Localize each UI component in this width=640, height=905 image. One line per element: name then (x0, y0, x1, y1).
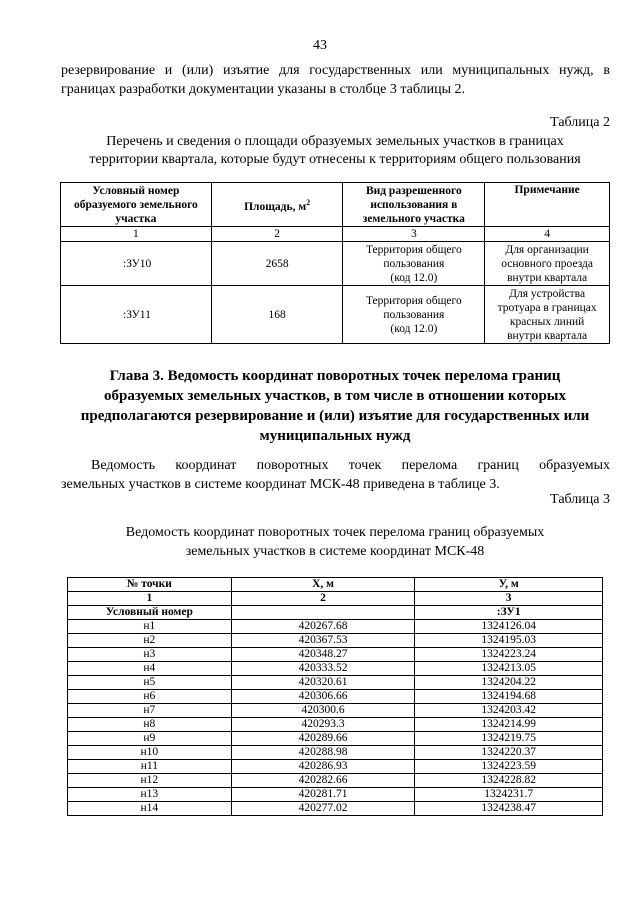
table3-body (68, 620, 603, 816)
body-paragraph (61, 456, 610, 494)
note-line: Для организации (505, 243, 589, 256)
note-line: внутри квартала (507, 329, 588, 342)
y-cell: 1324228.82 (415, 774, 603, 788)
x-cell: 420286.93 (231, 760, 415, 774)
use-cell (343, 286, 485, 344)
area-cell: 168 (211, 286, 343, 344)
table3-colnum-row (68, 592, 603, 606)
point-cell: н11 (68, 760, 232, 774)
table3-header-row (68, 578, 603, 592)
table-row (68, 690, 603, 704)
table-row (68, 704, 603, 718)
table2-caption (60, 133, 610, 169)
use-line: пользования (383, 308, 445, 321)
table2-colnum-row (61, 227, 610, 242)
plot-id-cell: :ЗУ11 (61, 286, 212, 344)
table-row (68, 634, 603, 648)
plot-label-cell: Условный номер (68, 606, 232, 620)
body-line-2: земельных участков в системе координат МСК-48 приведена в таблице 3. (61, 477, 500, 492)
chapter-line-2: образуемых земельных участков, в том числе в отношении которых (103, 388, 567, 404)
point-cell: н8 (68, 718, 232, 732)
x-cell: 420267.68 (231, 620, 415, 634)
y-cell: 1324223.24 (415, 648, 603, 662)
x-cell: 420300.6 (231, 704, 415, 718)
point-cell: н10 (68, 746, 232, 760)
point-cell: н3 (68, 648, 232, 662)
x-cell: 420348.27 (231, 648, 415, 662)
x-cell: 420320.61 (231, 676, 415, 690)
table-row (68, 774, 603, 788)
x-cell: 420281.71 (231, 788, 415, 802)
table3 (67, 577, 603, 816)
note-line: внутри квартала (507, 271, 588, 284)
y-cell: 1324203.42 (415, 704, 603, 718)
point-cell: н5 (68, 676, 232, 690)
page-number: 43 (313, 38, 327, 53)
chapter-line-4: муниципальных нужд (259, 428, 411, 444)
x-cell: 420293.3 (231, 718, 415, 732)
table-row (68, 788, 603, 802)
use-line: (код 12.0) (390, 322, 438, 335)
note-line: Для устройства (509, 287, 586, 300)
use-line: (код 12.0) (390, 271, 438, 284)
intro-line-1: резервирование и (или) изъятие для государственных или муниципальных нужд, в (61, 63, 610, 78)
body-line-1: Ведомость координат поворотных точек перелома границ образуемых (91, 458, 610, 473)
table3-colnum: 2 (231, 592, 415, 606)
table-row (68, 718, 603, 732)
y-cell: 1324238.47 (415, 802, 603, 816)
note-line: красных линий (509, 315, 585, 328)
y-cell: 1324223.59 (415, 760, 603, 774)
use-cell (343, 242, 485, 286)
table2 (60, 182, 610, 344)
table3-colnum: 3 (415, 592, 603, 606)
table2-header-row (61, 183, 610, 227)
note-cell (485, 286, 610, 344)
table2-colnum: 4 (485, 227, 610, 242)
x-cell: 420288.98 (231, 746, 415, 760)
point-cell: н9 (68, 732, 232, 746)
x-cell: 420333.52 (231, 662, 415, 676)
point-cell: н12 (68, 774, 232, 788)
chapter-line-3: предполагаются резервирование и (или) изъятие для государственных или (80, 408, 590, 424)
table-row (68, 802, 603, 816)
table2-colnum: 1 (61, 227, 212, 242)
x-cell: 420277.02 (231, 802, 415, 816)
area-cell: 2658 (211, 242, 343, 286)
table2-header-note: Примечание (485, 183, 610, 227)
table-row (61, 242, 610, 286)
table2-header-area: Площадь, $м^2$ (211, 183, 343, 227)
table3-colnum: 1 (68, 592, 232, 606)
table3-header-x: X, м (231, 578, 415, 592)
point-cell: н1 (68, 620, 232, 634)
table3-header-y: У, м (415, 578, 603, 592)
table2-colnum: 3 (343, 227, 485, 242)
y-cell: 1324231.7 (415, 788, 603, 802)
area-superscript: 2 (306, 197, 311, 207)
table2-caption-line-2: территории квартала, которые будут отнесены к территориям общего пользования (89, 152, 581, 167)
point-cell: н6 (68, 690, 232, 704)
table2-header-use: Вид разрешенного использования в земельного участка (343, 183, 485, 227)
table-row (68, 760, 603, 774)
point-cell: н4 (68, 662, 232, 676)
y-cell: 1324214.99 (415, 718, 603, 732)
point-cell: н2 (68, 634, 232, 648)
y-cell: 1324213.05 (415, 662, 603, 676)
y-cell: 1324219.75 (415, 732, 603, 746)
chapter-line-1: Глава 3. Ведомость координат поворотных точек перелома границ (109, 368, 561, 384)
y-cell: 1324194.68 (415, 690, 603, 704)
table3-caption (60, 523, 610, 561)
table3-label: Таблица 3 (550, 492, 610, 507)
point-cell: н14 (68, 802, 232, 816)
x-cell: 420289.66 (231, 732, 415, 746)
point-cell: н7 (68, 704, 232, 718)
table3-plot-row (68, 606, 603, 620)
intro-line-2: границах разработки документации указаны в столбце 3 таблицы 2. (61, 82, 466, 97)
table-row (68, 620, 603, 634)
table2-header-id: Условный номер образуемого земельного участка (61, 183, 212, 227)
x-cell: 420306.66 (231, 690, 415, 704)
use-line: Территория общего (365, 294, 462, 307)
use-line: Территория общего (365, 243, 462, 256)
y-cell: 1324204.22 (415, 676, 603, 690)
table-row (68, 662, 603, 676)
plot-id-cell: :ЗУ1 (415, 606, 603, 620)
x-cell: 420367.53 (231, 634, 415, 648)
use-line: пользования (383, 257, 445, 270)
y-cell: 1324195.03 (415, 634, 603, 648)
table2-label: Таблица 2 (550, 115, 610, 130)
table3-caption-line-2: земельных участков в системе координат МСК-48 (185, 544, 485, 559)
intro-paragraph (61, 61, 610, 99)
table3-caption-line-1: Ведомость координат поворотных точек перелома границ образуемых (125, 525, 545, 540)
table-row (61, 286, 610, 344)
y-cell: 1324126.04 (415, 620, 603, 634)
note-cell (485, 242, 610, 286)
table-row (68, 676, 603, 690)
note-line: тротуара в границах (497, 301, 597, 314)
plot-empty-cell (231, 606, 415, 620)
chapter-heading (60, 366, 610, 446)
point-cell: н13 (68, 788, 232, 802)
table-row (68, 648, 603, 662)
table-row (68, 746, 603, 760)
plot-id-cell: :ЗУ10 (61, 242, 212, 286)
x-cell: 420282.66 (231, 774, 415, 788)
y-cell: 1324220.37 (415, 746, 603, 760)
table3-header-point: № точки (68, 578, 232, 592)
note-line: основного проезда (501, 257, 593, 270)
table2-colnum: 2 (211, 227, 343, 242)
table-row (68, 732, 603, 746)
table2-caption-line-1: Перечень и сведения о площади образуемых земельных участков в границах (106, 134, 564, 149)
